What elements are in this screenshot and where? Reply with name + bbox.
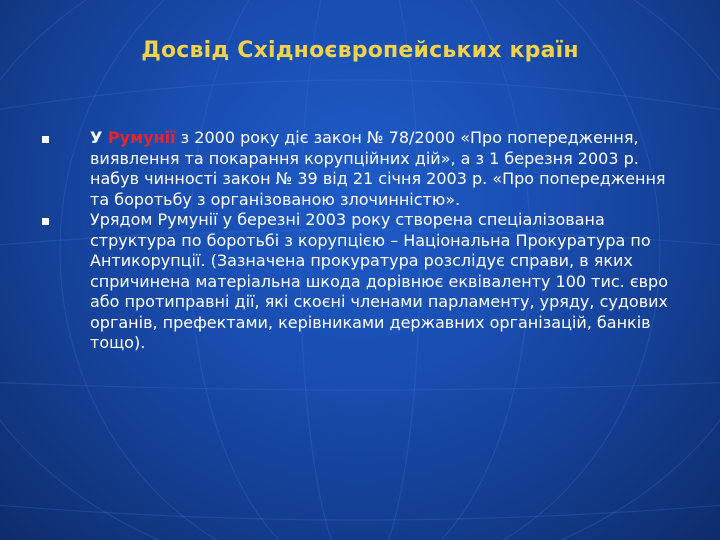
bullet-list xyxy=(40,128,680,354)
slide-title: Досвід Східноєвропейських країн xyxy=(141,38,579,63)
bullet-text: з 2000 року діє закон № 78/2000 «Про попередження, виявлення та покарання корупційних дій», а з 1 березня 2003 р. набув чинності закон № 39 від 21 січня 2003 р. «Про попередження та боротьбу з організованою злочинністю». xyxy=(90,128,666,209)
square-bullet-icon xyxy=(42,218,49,225)
bullet-item-romania-law xyxy=(40,128,680,210)
bullet-prefix: У xyxy=(90,128,108,147)
bullet-text: Урядом Румунії у березні 2003 року створена спеціалізована структура по боротьбі з корупцією – Національна Прокуратура по Антикорупції. (Зазначена прокуратура розслідує справи, в яких спричинена матеріальна шкода дорівнює еквіваленту 100 тис. євро або протиправні дії, які скоєні членами парламенту, уряду, судових органів, префектами, керівниками державних організацій, банків тощо). xyxy=(90,210,668,352)
bullet-item-anticorruption-prosecutor xyxy=(40,210,680,354)
highlighted-country: Румунії xyxy=(107,128,176,147)
square-bullet-icon xyxy=(42,136,49,143)
